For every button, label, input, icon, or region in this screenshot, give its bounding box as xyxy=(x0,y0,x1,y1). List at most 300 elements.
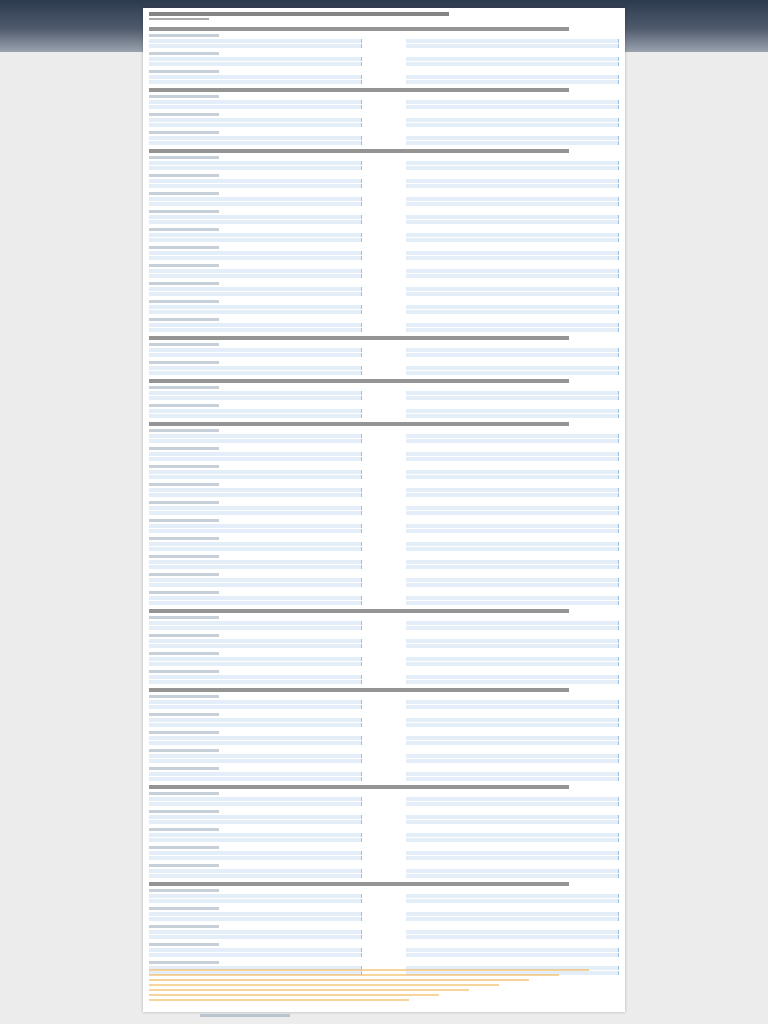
answer-option[interactable] xyxy=(149,197,362,201)
options-row xyxy=(149,202,619,207)
question xyxy=(149,95,619,110)
question-label xyxy=(149,465,219,468)
options-row xyxy=(149,741,619,746)
powered-by-link[interactable] xyxy=(200,1014,290,1017)
answer-option[interactable] xyxy=(149,578,362,582)
section-heading xyxy=(149,688,569,692)
answer-option[interactable] xyxy=(406,414,619,418)
answer-option[interactable] xyxy=(149,62,362,66)
answer-option[interactable] xyxy=(149,644,362,648)
options-row xyxy=(149,626,619,631)
question-label xyxy=(149,634,219,637)
answer-option[interactable] xyxy=(149,899,362,903)
answer-option[interactable] xyxy=(149,802,362,806)
answer-option[interactable] xyxy=(406,136,619,140)
answer-option[interactable] xyxy=(149,948,362,952)
answer-option[interactable] xyxy=(406,371,619,375)
answer-option[interactable] xyxy=(406,292,619,296)
answer-option[interactable] xyxy=(406,475,619,479)
answer-option[interactable] xyxy=(406,899,619,903)
answer-option[interactable] xyxy=(406,184,619,188)
answer-option[interactable] xyxy=(149,851,362,855)
document-header xyxy=(149,12,619,24)
answer-option[interactable] xyxy=(149,161,362,165)
answer-option[interactable] xyxy=(149,44,362,48)
answer-option[interactable] xyxy=(149,565,362,569)
question xyxy=(149,282,619,297)
options-row xyxy=(149,220,619,225)
answer-option[interactable] xyxy=(406,851,619,855)
question xyxy=(149,246,619,261)
question xyxy=(149,501,619,516)
question-label xyxy=(149,573,219,576)
answer-option[interactable] xyxy=(149,141,362,145)
answer-option[interactable] xyxy=(406,736,619,740)
question-label xyxy=(149,264,219,267)
answer-option[interactable] xyxy=(406,493,619,497)
question xyxy=(149,846,619,861)
question xyxy=(149,555,619,570)
options-row xyxy=(149,166,619,171)
answer-option[interactable] xyxy=(406,353,619,357)
answer-option[interactable] xyxy=(406,75,619,79)
question xyxy=(149,131,619,146)
answer-option[interactable] xyxy=(406,251,619,255)
answer-option[interactable] xyxy=(149,251,362,255)
answer-option[interactable] xyxy=(149,759,362,763)
answer-option[interactable] xyxy=(406,601,619,605)
answer-option[interactable] xyxy=(406,439,619,443)
answer-option[interactable] xyxy=(149,184,362,188)
answer-option[interactable] xyxy=(406,215,619,219)
answer-option[interactable] xyxy=(406,565,619,569)
answer-option[interactable] xyxy=(149,917,362,921)
answer-option[interactable] xyxy=(149,39,362,43)
answer-option[interactable] xyxy=(406,269,619,273)
answer-option[interactable] xyxy=(149,100,362,104)
answer-option[interactable] xyxy=(149,396,362,400)
options-row xyxy=(149,899,619,904)
options-row xyxy=(149,256,619,261)
answer-option[interactable] xyxy=(406,238,619,242)
answer-option[interactable] xyxy=(149,80,362,84)
answer-option[interactable] xyxy=(406,524,619,528)
answer-option[interactable] xyxy=(406,529,619,533)
answer-option[interactable] xyxy=(406,348,619,352)
question xyxy=(149,889,619,904)
answer-option[interactable] xyxy=(406,621,619,625)
options-row xyxy=(149,917,619,922)
answer-option[interactable] xyxy=(406,596,619,600)
footer-note xyxy=(149,974,559,976)
answer-option[interactable] xyxy=(149,820,362,824)
answer-option[interactable] xyxy=(149,439,362,443)
answer-option[interactable] xyxy=(406,100,619,104)
answer-option[interactable] xyxy=(149,856,362,860)
question-label xyxy=(149,156,219,159)
answer-option[interactable] xyxy=(406,680,619,684)
options-row xyxy=(149,644,619,649)
answer-option[interactable] xyxy=(406,287,619,291)
answer-option[interactable] xyxy=(406,754,619,758)
answer-option[interactable] xyxy=(149,912,362,916)
answer-option[interactable] xyxy=(406,874,619,878)
answer-option[interactable] xyxy=(406,626,619,630)
options-row xyxy=(149,856,619,861)
answer-option[interactable] xyxy=(149,328,362,332)
question-label xyxy=(149,483,219,486)
answer-option[interactable] xyxy=(406,662,619,666)
answer-option[interactable] xyxy=(406,820,619,824)
answer-option[interactable] xyxy=(149,741,362,745)
answer-option[interactable] xyxy=(406,917,619,921)
answer-option[interactable] xyxy=(149,348,362,352)
footer-note xyxy=(149,994,439,996)
options-row xyxy=(149,62,619,67)
answer-option[interactable] xyxy=(149,869,362,873)
answer-option[interactable] xyxy=(406,912,619,916)
options-row xyxy=(149,820,619,825)
answer-option[interactable] xyxy=(149,269,362,273)
options-row xyxy=(149,680,619,685)
answer-option[interactable] xyxy=(149,287,362,291)
answer-option[interactable] xyxy=(406,233,619,237)
question-label xyxy=(149,228,219,231)
answer-option[interactable] xyxy=(406,391,619,395)
question-label xyxy=(149,961,219,964)
answer-option[interactable] xyxy=(149,215,362,219)
answer-option[interactable] xyxy=(406,274,619,278)
question xyxy=(149,300,619,315)
answer-option[interactable] xyxy=(406,123,619,127)
answer-option[interactable] xyxy=(149,220,362,224)
answer-option[interactable] xyxy=(406,948,619,952)
answer-option[interactable] xyxy=(149,754,362,758)
section-heading xyxy=(149,422,569,426)
answer-option[interactable] xyxy=(149,815,362,819)
answer-option[interactable] xyxy=(406,511,619,515)
answer-option[interactable] xyxy=(149,391,362,395)
question xyxy=(149,925,619,940)
answer-option[interactable] xyxy=(406,856,619,860)
answer-option[interactable] xyxy=(149,118,362,122)
question-label xyxy=(149,131,219,134)
options-row xyxy=(149,838,619,843)
question xyxy=(149,652,619,667)
answer-option[interactable] xyxy=(149,305,362,309)
answer-option[interactable] xyxy=(406,328,619,332)
question xyxy=(149,447,619,462)
section-heading xyxy=(149,149,569,153)
question-label xyxy=(149,174,219,177)
question-label xyxy=(149,192,219,195)
answer-option[interactable] xyxy=(406,869,619,873)
answer-option[interactable] xyxy=(406,802,619,806)
answer-option[interactable] xyxy=(149,452,362,456)
answer-option[interactable] xyxy=(149,256,362,260)
answer-option[interactable] xyxy=(149,274,362,278)
question xyxy=(149,767,619,782)
question xyxy=(149,731,619,746)
answer-option[interactable] xyxy=(149,953,362,957)
answer-option[interactable] xyxy=(406,62,619,66)
question xyxy=(149,386,619,401)
answer-option[interactable] xyxy=(406,44,619,48)
answer-option[interactable] xyxy=(149,542,362,546)
answer-option[interactable] xyxy=(406,639,619,643)
options-row xyxy=(149,723,619,728)
footer-notes xyxy=(149,966,619,1004)
question-label xyxy=(149,246,219,249)
section-heading xyxy=(149,609,569,613)
answer-option[interactable] xyxy=(149,366,362,370)
answer-option[interactable] xyxy=(149,57,362,61)
options-row xyxy=(149,511,619,516)
answer-option[interactable] xyxy=(406,777,619,781)
options-row xyxy=(149,493,619,498)
question xyxy=(149,343,619,358)
answer-option[interactable] xyxy=(149,601,362,605)
document-title xyxy=(149,12,449,16)
answer-option[interactable] xyxy=(406,815,619,819)
question-label xyxy=(149,925,219,928)
answer-option[interactable] xyxy=(149,723,362,727)
options-row xyxy=(149,414,619,419)
answer-option[interactable] xyxy=(149,470,362,474)
question xyxy=(149,792,619,807)
section-heading xyxy=(149,379,569,383)
answer-option[interactable] xyxy=(406,220,619,224)
question xyxy=(149,192,619,207)
question-label xyxy=(149,591,219,594)
answer-option[interactable] xyxy=(406,675,619,679)
question-label xyxy=(149,943,219,946)
footer-note xyxy=(149,984,499,986)
answer-option[interactable] xyxy=(406,57,619,61)
question-label xyxy=(149,318,219,321)
answer-option[interactable] xyxy=(406,935,619,939)
answer-option[interactable] xyxy=(406,409,619,413)
answer-option[interactable] xyxy=(406,894,619,898)
answer-option[interactable] xyxy=(149,680,362,684)
answer-option[interactable] xyxy=(406,723,619,727)
question-label xyxy=(149,767,219,770)
question xyxy=(149,713,619,728)
question xyxy=(149,361,619,376)
answer-option[interactable] xyxy=(406,759,619,763)
answer-option[interactable] xyxy=(406,741,619,745)
answer-option[interactable] xyxy=(406,105,619,109)
question xyxy=(149,537,619,552)
answer-option[interactable] xyxy=(149,371,362,375)
question-label xyxy=(149,864,219,867)
answer-option[interactable] xyxy=(406,838,619,842)
question-label xyxy=(149,810,219,813)
answer-option[interactable] xyxy=(149,874,362,878)
answer-option[interactable] xyxy=(149,292,362,296)
answer-option[interactable] xyxy=(149,772,362,776)
answer-option[interactable] xyxy=(406,542,619,546)
answer-option[interactable] xyxy=(149,675,362,679)
answer-option[interactable] xyxy=(149,179,362,183)
answer-option[interactable] xyxy=(406,578,619,582)
section-heading xyxy=(149,785,569,789)
answer-option[interactable] xyxy=(406,256,619,260)
answer-option[interactable] xyxy=(149,777,362,781)
answer-option[interactable] xyxy=(149,493,362,497)
answer-option[interactable] xyxy=(149,838,362,842)
answer-option[interactable] xyxy=(149,935,362,939)
answer-option[interactable] xyxy=(406,657,619,661)
answer-option[interactable] xyxy=(149,700,362,704)
answer-option[interactable] xyxy=(406,118,619,122)
answer-option[interactable] xyxy=(149,310,362,314)
question-label xyxy=(149,113,219,116)
question xyxy=(149,70,619,85)
answer-option[interactable] xyxy=(149,583,362,587)
question-label xyxy=(149,282,219,285)
answer-option[interactable] xyxy=(406,470,619,474)
answer-option[interactable] xyxy=(149,833,362,837)
answer-option[interactable] xyxy=(406,797,619,801)
answer-option[interactable] xyxy=(406,39,619,43)
answer-option[interactable] xyxy=(406,434,619,438)
answer-option[interactable] xyxy=(406,718,619,722)
answer-option[interactable] xyxy=(149,105,362,109)
question-label xyxy=(149,429,219,432)
answer-option[interactable] xyxy=(406,506,619,510)
answer-option[interactable] xyxy=(149,233,362,237)
answer-option[interactable] xyxy=(149,705,362,709)
answer-option[interactable] xyxy=(406,457,619,461)
answer-option[interactable] xyxy=(149,123,362,127)
options-row xyxy=(149,547,619,552)
answer-option[interactable] xyxy=(406,80,619,84)
options-row xyxy=(149,662,619,667)
answer-option[interactable] xyxy=(406,197,619,201)
answer-option[interactable] xyxy=(406,560,619,564)
answer-option[interactable] xyxy=(149,657,362,661)
question-label xyxy=(149,343,219,346)
answer-option[interactable] xyxy=(149,353,362,357)
answer-option[interactable] xyxy=(406,166,619,170)
options-row xyxy=(149,935,619,940)
question-label xyxy=(149,404,219,407)
options-row xyxy=(149,802,619,807)
answer-option[interactable] xyxy=(149,639,362,643)
question-label xyxy=(149,210,219,213)
question xyxy=(149,210,619,225)
answer-option[interactable] xyxy=(149,136,362,140)
question xyxy=(149,52,619,67)
answer-option[interactable] xyxy=(149,524,362,528)
answer-option[interactable] xyxy=(149,736,362,740)
answer-option[interactable] xyxy=(149,718,362,722)
answer-option[interactable] xyxy=(149,488,362,492)
answer-option[interactable] xyxy=(406,310,619,314)
answer-option[interactable] xyxy=(149,166,362,170)
answer-option[interactable] xyxy=(149,238,362,242)
answer-option[interactable] xyxy=(406,366,619,370)
options-row xyxy=(149,475,619,480)
answer-option[interactable] xyxy=(406,700,619,704)
answer-option[interactable] xyxy=(149,894,362,898)
answer-option[interactable] xyxy=(149,547,362,551)
section-heading xyxy=(149,88,569,92)
answer-option[interactable] xyxy=(406,644,619,648)
answer-option[interactable] xyxy=(149,662,362,666)
document-sheet xyxy=(143,8,625,1012)
answer-option[interactable] xyxy=(406,452,619,456)
answer-option[interactable] xyxy=(149,414,362,418)
question xyxy=(149,465,619,480)
options-row xyxy=(149,759,619,764)
answer-option[interactable] xyxy=(406,772,619,776)
question-label xyxy=(149,34,219,37)
section-heading xyxy=(149,336,569,340)
answer-option[interactable] xyxy=(406,202,619,206)
answer-option[interactable] xyxy=(149,506,362,510)
question-label xyxy=(149,519,219,522)
answer-option[interactable] xyxy=(149,75,362,79)
answer-option[interactable] xyxy=(149,529,362,533)
answer-option[interactable] xyxy=(406,583,619,587)
options-row xyxy=(149,141,619,146)
answer-option[interactable] xyxy=(149,323,362,327)
question-label xyxy=(149,792,219,795)
answer-option[interactable] xyxy=(149,621,362,625)
options-row xyxy=(149,439,619,444)
options-row xyxy=(149,353,619,358)
answer-option[interactable] xyxy=(149,202,362,206)
answer-option[interactable] xyxy=(149,409,362,413)
answer-option[interactable] xyxy=(149,434,362,438)
question-label xyxy=(149,555,219,558)
question-label xyxy=(149,670,219,673)
answer-option[interactable] xyxy=(406,833,619,837)
answer-option[interactable] xyxy=(149,475,362,479)
footer-note xyxy=(149,969,589,971)
answer-option[interactable] xyxy=(406,323,619,327)
footer-note xyxy=(149,999,409,1001)
question-label xyxy=(149,501,219,504)
answer-option[interactable] xyxy=(406,930,619,934)
answer-option[interactable] xyxy=(406,547,619,551)
answer-option[interactable] xyxy=(406,396,619,400)
answer-option[interactable] xyxy=(406,161,619,165)
question xyxy=(149,228,619,243)
answer-option[interactable] xyxy=(149,511,362,515)
answer-option[interactable] xyxy=(149,596,362,600)
answer-option[interactable] xyxy=(149,457,362,461)
answer-option[interactable] xyxy=(406,953,619,957)
question xyxy=(149,429,619,444)
answer-option[interactable] xyxy=(406,488,619,492)
answer-option[interactable] xyxy=(149,930,362,934)
question-label xyxy=(149,386,219,389)
footer-note xyxy=(149,989,469,991)
question-label xyxy=(149,907,219,910)
answer-option[interactable] xyxy=(406,305,619,309)
answer-option[interactable] xyxy=(149,560,362,564)
question-label xyxy=(149,447,219,450)
answer-option[interactable] xyxy=(406,179,619,183)
answer-option[interactable] xyxy=(406,141,619,145)
answer-option[interactable] xyxy=(149,626,362,630)
document-content xyxy=(149,10,619,976)
answer-option[interactable] xyxy=(149,797,362,801)
answer-option[interactable] xyxy=(406,705,619,709)
